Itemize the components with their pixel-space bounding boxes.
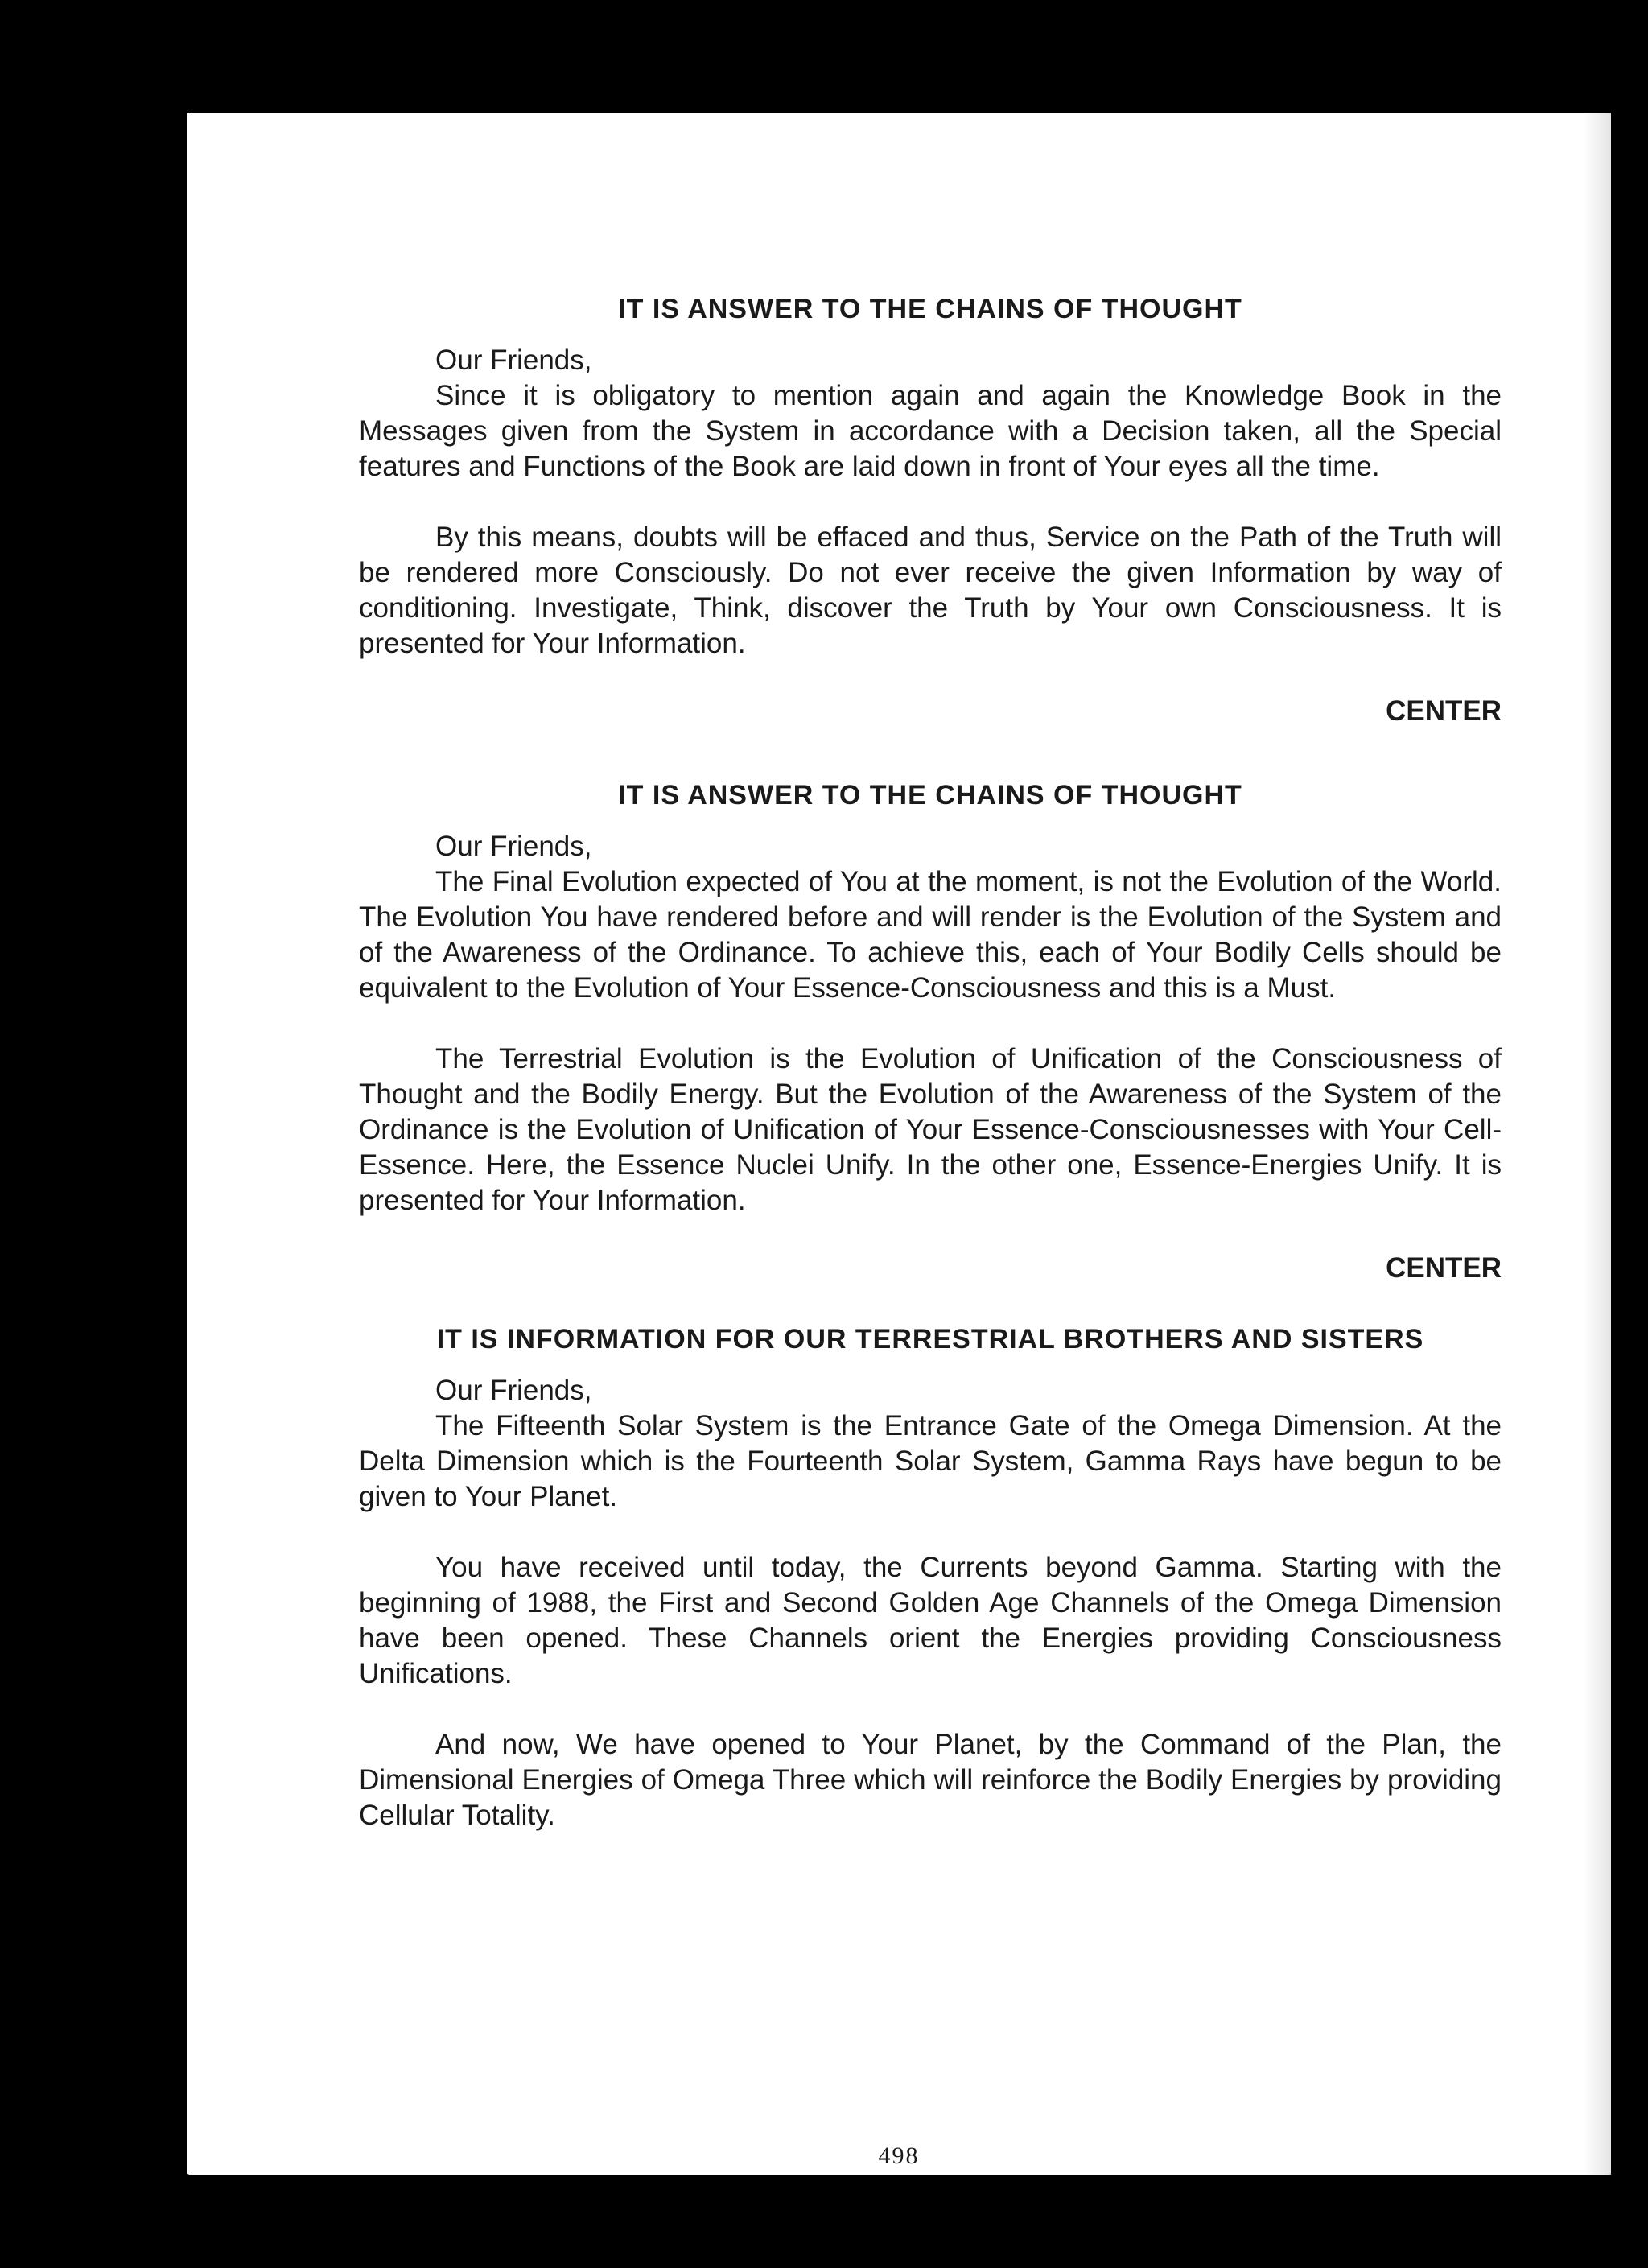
page-number: 498 bbox=[878, 2142, 920, 2169]
document-page bbox=[187, 113, 1611, 2175]
paragraph: And now, We have opened to Your Planet, by the Command of the Plan, the Dimensional Energies of Omega Three which will reinforce the Bodily Energies by providing Cellular Totality. bbox=[359, 1729, 1502, 1831]
message-section-3 bbox=[359, 1322, 1502, 1833]
message-section-1 bbox=[359, 291, 1502, 729]
paragraph: You have received until today, the Currents beyond Gamma. Starting with the beginning of 1988, the First and Second Golden Age Channels of the Omega Dimension have been opened. These Channels orient the Energies providing Consciousness Unifications. bbox=[359, 1552, 1502, 1689]
paragraph: The Fifteenth Solar System is the Entrance Gate of the Omega Dimension. At the Delta Dimension which is the Fourteenth Solar System, Gamma Rays have begun to be given to Your Planet. bbox=[359, 1410, 1502, 1512]
salutation: Our Friends, bbox=[435, 344, 592, 376]
salutation: Our Friends, bbox=[435, 831, 592, 862]
signature: CENTER bbox=[1386, 695, 1502, 727]
paragraph: By this means, doubts will be effaced and thus, Service on the Path of the Truth will be rendered more Consciously. Do not ever receive the given Information by way of conditioning. Investigate, Think, discover the Truth by Your own Consciousness. It is presented for Your Information. bbox=[359, 522, 1502, 659]
paragraph: Since it is obligatory to mention again and again the Knowledge Book in the Messages given from the System in accordance with a Decision taken, all the Special features and Functions of the Book are laid down in front of Your eyes all the time. bbox=[359, 380, 1502, 482]
signature: CENTER bbox=[1386, 1252, 1502, 1284]
section-heading: IT IS ANSWER TO THE CHAINS OF THOUGHT bbox=[618, 294, 1242, 324]
page-edge-shadow bbox=[1584, 113, 1611, 2175]
paragraph: The Terrestrial Evolution is the Evolution of Unification of the Consciousness of Thought and the Bodily Energy. But the Evolution of the Awareness of the System of the Ordinance is the Evolution of Unification of Your Essence-Consciousnesses with Your Cell-Essence. Here, the Essence Nuclei Unify. In the other one, Essence-Energies Unify. It is presented for Your Information. bbox=[359, 1043, 1502, 1216]
page-content bbox=[359, 291, 1502, 1833]
section-heading: IT IS INFORMATION FOR OUR TERRESTRIAL BROTHERS AND SISTERS bbox=[436, 1324, 1424, 1355]
paragraph: The Final Evolution expected of You at the moment, is not the Evolution of the World. The Evolution You have rendered before and will render is the Evolution of the System and of the Awareness of the Ordinance. To achieve this, each of Your Bodily Cells should be equivalent to the Evolution of Your Essence-Consciousness and this is a Must. bbox=[359, 866, 1502, 1004]
salutation: Our Friends, bbox=[435, 1375, 592, 1406]
section-heading: IT IS ANSWER TO THE CHAINS OF THOUGHT bbox=[618, 780, 1242, 810]
message-section-2 bbox=[359, 777, 1502, 1286]
